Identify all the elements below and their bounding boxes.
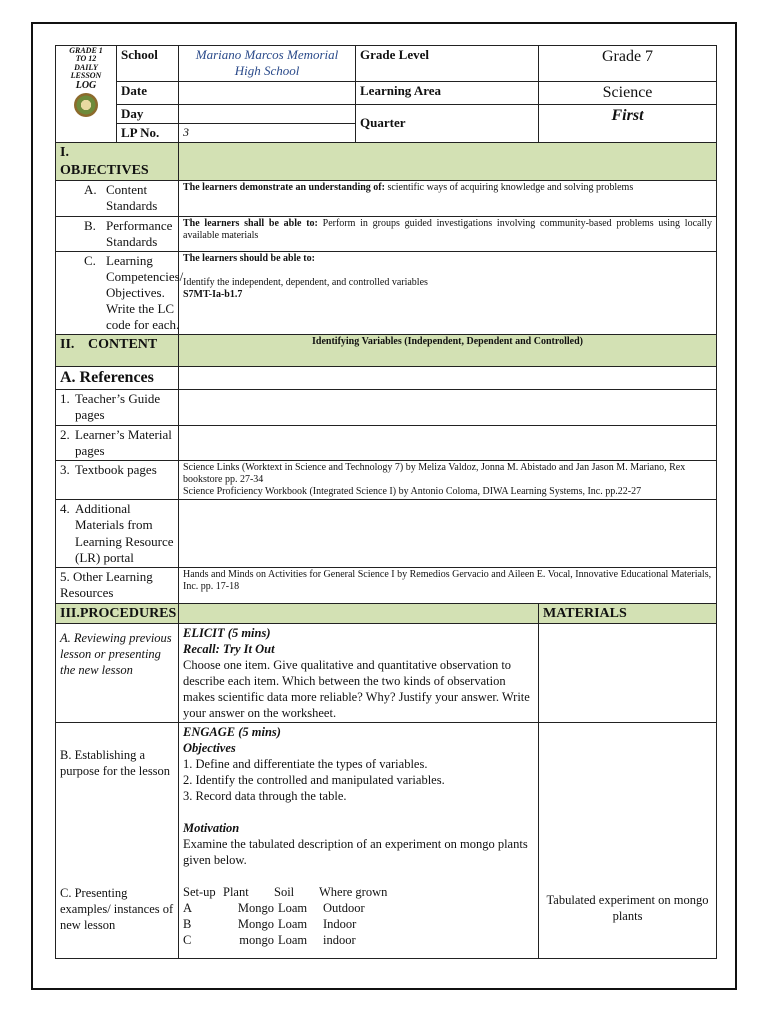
day-value <box>179 104 356 123</box>
learners-material-label: 2. Learner’s Material pages <box>56 425 179 461</box>
additional-materials-label: 4. Additional Materials from Learning Resource (LR) portal <box>56 500 179 568</box>
engage-cell <box>179 723 539 959</box>
setup-table-header: Set-up Plant Soil Where grown <box>183 885 388 899</box>
purpose-and-examples-labels <box>56 723 179 959</box>
content-standards-label: A. Content Standards <box>56 181 179 217</box>
materials-heading: MATERIALS <box>539 603 717 624</box>
objectives-heading-fill <box>179 143 717 181</box>
objectives-heading: I.OBJECTIVES <box>56 143 179 181</box>
daily-lesson-log-table <box>55 45 717 959</box>
content-heading: II. CONTENT <box>56 335 179 367</box>
establishing-purpose-label: B. Establishing a purpose for the lesson <box>60 748 171 778</box>
setup-table-row: B Mongo Loam Indoor <box>183 917 357 931</box>
elicit-text: Choose one item. Give qualitative and quantitative observation to describe each item. Which between the two kinds of observation makes scientific data more reliable? Why? Justify your answer. Write your answer on the worksheet. <box>183 658 530 720</box>
teachers-guide-text <box>179 390 717 426</box>
engage-title: ENGAGE (5 mins) <box>183 725 281 739</box>
other-resources-label: 5. Other Learning Resources <box>56 568 179 604</box>
performance-standards-text: The learners shall be able to: Perform in groups guided investigations involving community-based problems using locally available materials <box>179 216 717 252</box>
setup-table-row: C mongo Loam indoor <box>183 933 356 947</box>
reviewing-lesson-label: A. Reviewing previous lesson or presenting the new lesson <box>56 624 179 723</box>
other-resources-text: Hands and Minds on Activities for General Science I by Remedios Gervacio and Aileen E. Vocal, Innovative Educational Materials, Inc. pp. 17-18 <box>179 568 717 604</box>
elicit-materials <box>539 624 717 723</box>
presenting-examples-label: C. Presenting examples/ instances of new lesson <box>60 886 174 932</box>
motivation-title: Motivation <box>183 821 240 835</box>
objective-item: 2. Identify the controlled and manipulated variables. <box>183 773 445 787</box>
tabulated-experiment-material: Tabulated experiment on mongo plants <box>546 893 709 923</box>
setup-table-row: A Mongo Loam Outdoor <box>183 901 365 915</box>
learning-area-label: Learning Area <box>356 81 539 104</box>
engage-materials <box>539 723 717 959</box>
setup-table <box>183 884 534 948</box>
teachers-guide-label: 1. Teacher’s Guide pages <box>56 390 179 426</box>
log-label-cell <box>56 46 117 143</box>
learners-material-text <box>179 425 717 461</box>
quarter-value: First <box>539 104 717 143</box>
objective-item: 3. Record data through the table. <box>183 789 347 803</box>
lp-label: LP No. <box>117 123 179 142</box>
day-label: Day <box>117 104 179 123</box>
learning-competencies-text: The learners should be able to: Identify the independent, dependent, and controlled variables S7MT-Ia-b1.7 <box>179 252 717 335</box>
deped-seal-logo <box>74 93 98 117</box>
references-heading-fill <box>179 367 717 390</box>
grade-level-value: Grade 7 <box>539 46 717 82</box>
content-topic: Identifying Variables (Independent, Dependent and Controlled) <box>179 335 717 367</box>
elicit-subtitle: Recall: Try It Out <box>183 642 275 656</box>
school-value: Mariano Marcos Memorial High School <box>179 46 356 82</box>
grade-level-label: Grade Level <box>356 46 539 82</box>
references-heading: A. References <box>56 367 179 390</box>
performance-standards-label: B. Performance Standards <box>56 216 179 252</box>
date-label: Date <box>117 81 179 104</box>
school-label: School <box>117 46 179 82</box>
objective-item: 1. Define and differentiate the types of variables. <box>183 757 428 771</box>
date-value <box>179 81 356 104</box>
procedures-heading: III.PROCEDURES <box>56 603 179 624</box>
log-label: GRADE 1 TO 12 DAILY LESSON LOG <box>69 46 103 91</box>
learning-competencies-label: C. Learning Competencies/ Objectives. Write the LC code for each. <box>56 252 179 335</box>
additional-materials-text <box>179 500 717 568</box>
textbook-pages-text: Science Links (Worktext in Science and Technology 7) by Meliza Valdoz, Jonna M. Abistado and Jan Jason M. Mariano, Rex bookstore pp. 27-34 Science Proficiency Workbook (Integrated Science I) by Antonio Coloma, DIWA Learning Systems, Inc. pp.22-27 <box>179 461 717 500</box>
learning-area-value: Science <box>539 81 717 104</box>
textbook-pages-label: 3. Textbook pages <box>56 461 179 500</box>
motivation-text: Examine the tabulated description of an experiment on mongo plants given below. <box>183 837 528 867</box>
elicit-title: ELICIT (5 mins) <box>183 626 271 640</box>
lp-value: 3 <box>179 123 356 142</box>
elicit-cell <box>179 624 539 723</box>
content-standards-text: The learners demonstrate an understanding of: scientific ways of acquiring knowledge and solving problems <box>179 181 717 217</box>
objectives-subtitle: Objectives <box>183 741 236 755</box>
procedures-heading-fill <box>179 603 539 624</box>
quarter-label: Quarter <box>356 104 539 143</box>
